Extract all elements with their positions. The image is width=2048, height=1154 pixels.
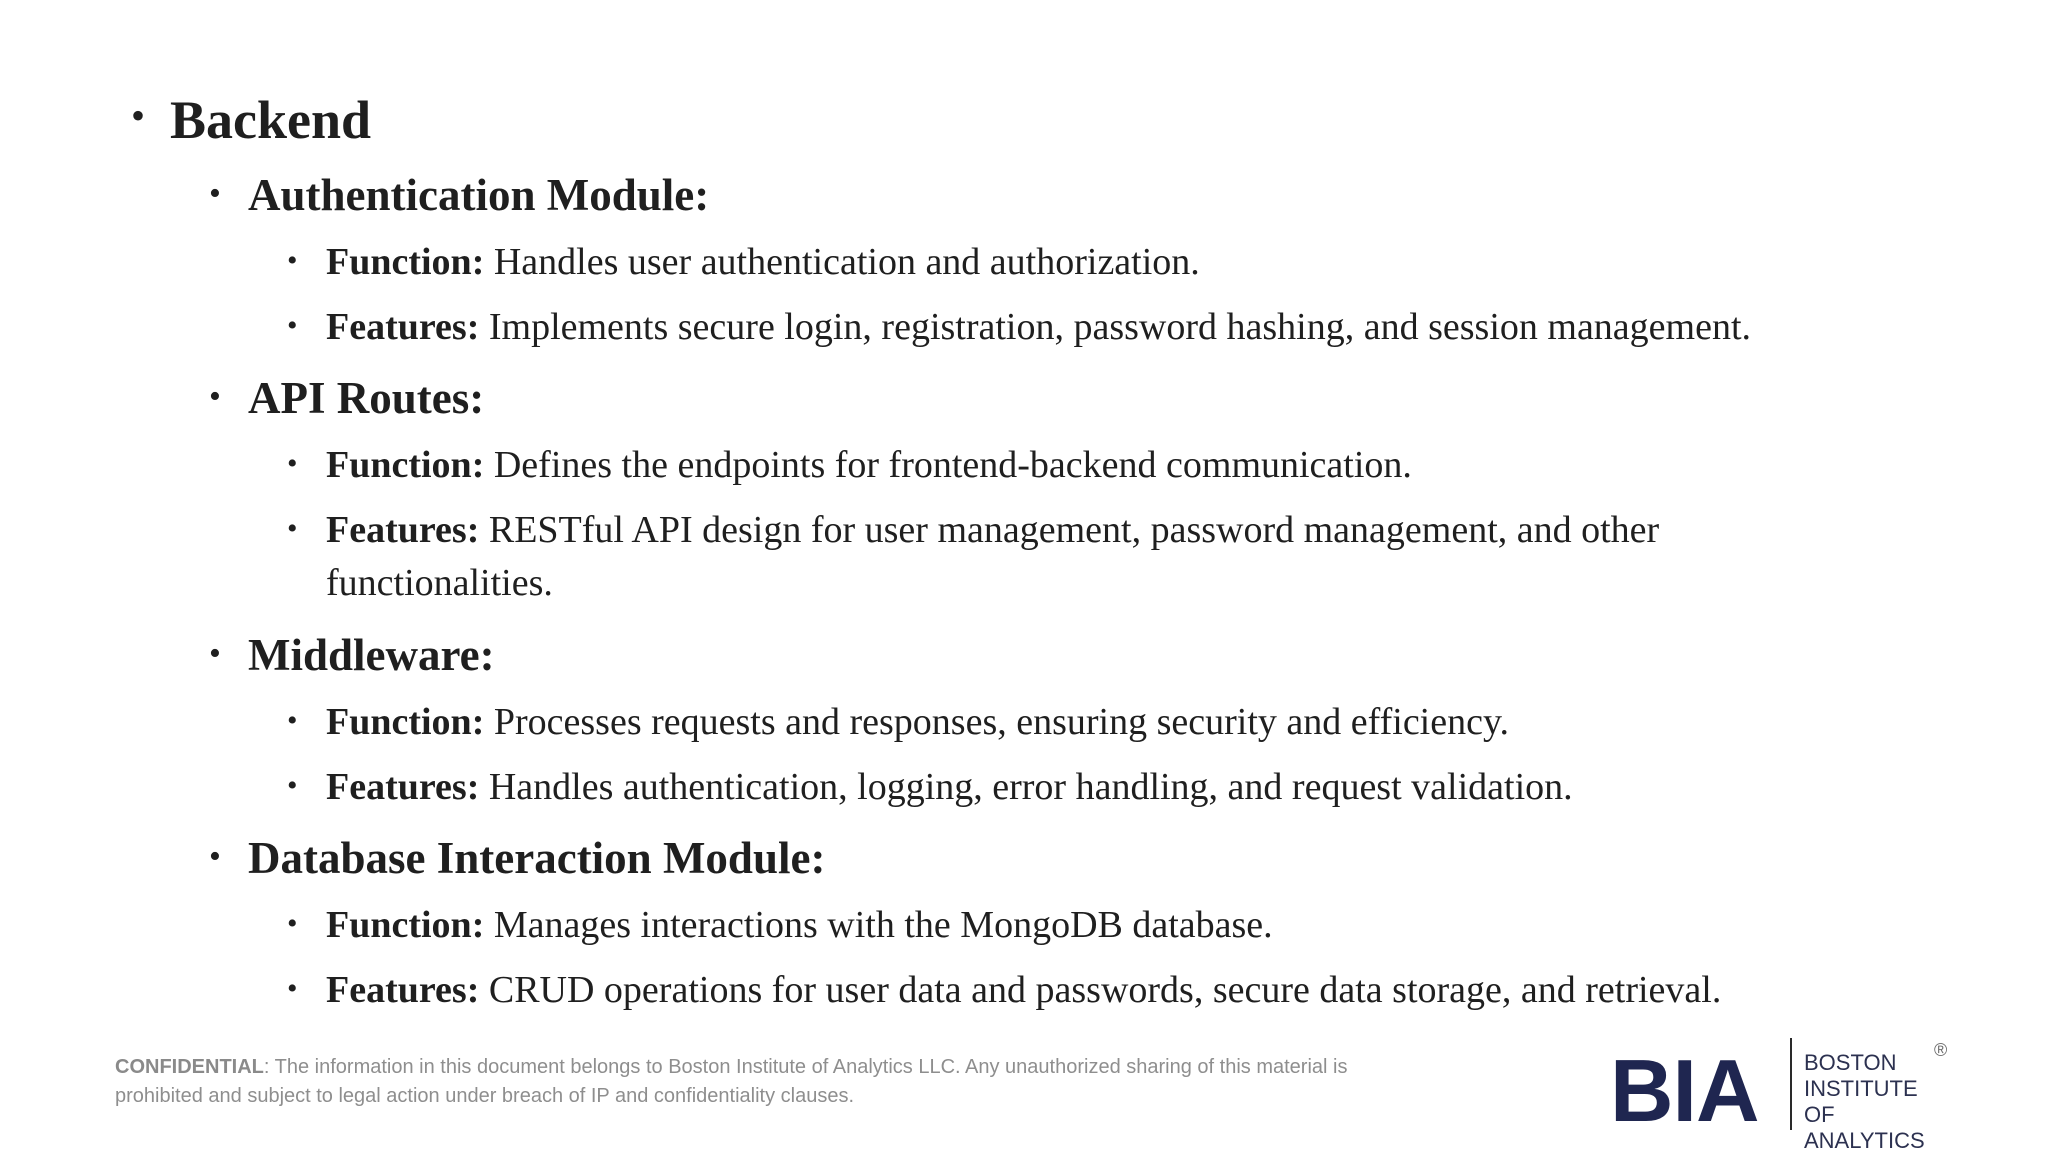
logo-divider (1790, 1038, 1792, 1130)
bullet-icon: • (209, 838, 221, 875)
bullet-icon: • (287, 244, 298, 277)
logo-line-1: BOSTON (1804, 1050, 1897, 1075)
database-features (326, 968, 1721, 1012)
authentication-module-title: Authentication Module: (248, 170, 710, 220)
middleware-function (326, 700, 1509, 744)
bullet-icon: • (287, 907, 298, 940)
middleware-features (326, 765, 1573, 809)
database-interaction-title: Database Interaction Module: (248, 833, 826, 883)
function-label: Function: (326, 241, 485, 283)
middleware-title: Middleware: (248, 630, 495, 680)
database-function (326, 903, 1273, 947)
bullet-icon: • (287, 704, 298, 737)
confidential-text: : The information in this document belongs to Boston Institute of Analytics LLC. Any unauthorized sharing of this material is prohibited and subject to legal action under breach of IP and confidentiality clauses. (115, 1056, 1348, 1107)
features-label: Features: (326, 969, 480, 1011)
backend-heading: Backend (170, 90, 372, 150)
bullet-icon: • (287, 972, 298, 1005)
function-text: Manages interactions with the MongoDB database. (484, 904, 1273, 946)
function-label: Function: (326, 444, 485, 486)
bullet-icon: • (209, 175, 221, 212)
function-label: Function: (326, 701, 485, 743)
api-routes-function (326, 443, 1412, 487)
bia-logo-mark: BIA (1610, 1041, 1759, 1140)
registered-mark-icon: ® (1934, 1040, 1948, 1060)
function-text: Handles user authentication and authorization. (484, 241, 1200, 283)
bullet-icon: • (287, 512, 298, 545)
logo-wordmark (1804, 1050, 1950, 1154)
authentication-function (326, 240, 1200, 284)
bullet-icon: • (287, 447, 298, 480)
bullet-icon: • (209, 378, 221, 415)
features-text: RESTful API design for user management, password management, and other (479, 509, 1660, 551)
features-label: Features: (326, 509, 480, 551)
features-text-continuation: functionalities. (326, 562, 553, 604)
authentication-features (326, 305, 1751, 349)
bullet-icon: • (209, 635, 221, 672)
logo-line-3: ANALYTICS (1804, 1128, 1925, 1153)
features-text: Handles authentication, logging, error handling, and request validation. (479, 766, 1573, 808)
bia-logo (1610, 1032, 1950, 1153)
api-routes-title: API Routes: (248, 373, 485, 423)
confidential-footer (115, 1053, 1365, 1111)
confidential-label: CONFIDENTIAL (115, 1056, 264, 1078)
function-text: Processes requests and responses, ensuring security and efficiency. (484, 701, 1510, 743)
bullet-icon: • (287, 769, 298, 802)
function-label: Function: (326, 904, 485, 946)
function-text: Defines the endpoints for frontend-backend communication. (484, 444, 1412, 486)
logo-line-2: INSTITUTE OF (1804, 1076, 1918, 1127)
api-routes-features (326, 508, 1659, 552)
features-label: Features: (326, 766, 480, 808)
features-label: Features: (326, 306, 480, 348)
bullet-icon: • (131, 93, 146, 138)
bullet-icon: • (287, 309, 298, 342)
features-text: CRUD operations for user data and passwords, secure data storage, and retrieval. (479, 969, 1722, 1011)
features-text: Implements secure login, registration, password hashing, and session management. (479, 306, 1752, 348)
